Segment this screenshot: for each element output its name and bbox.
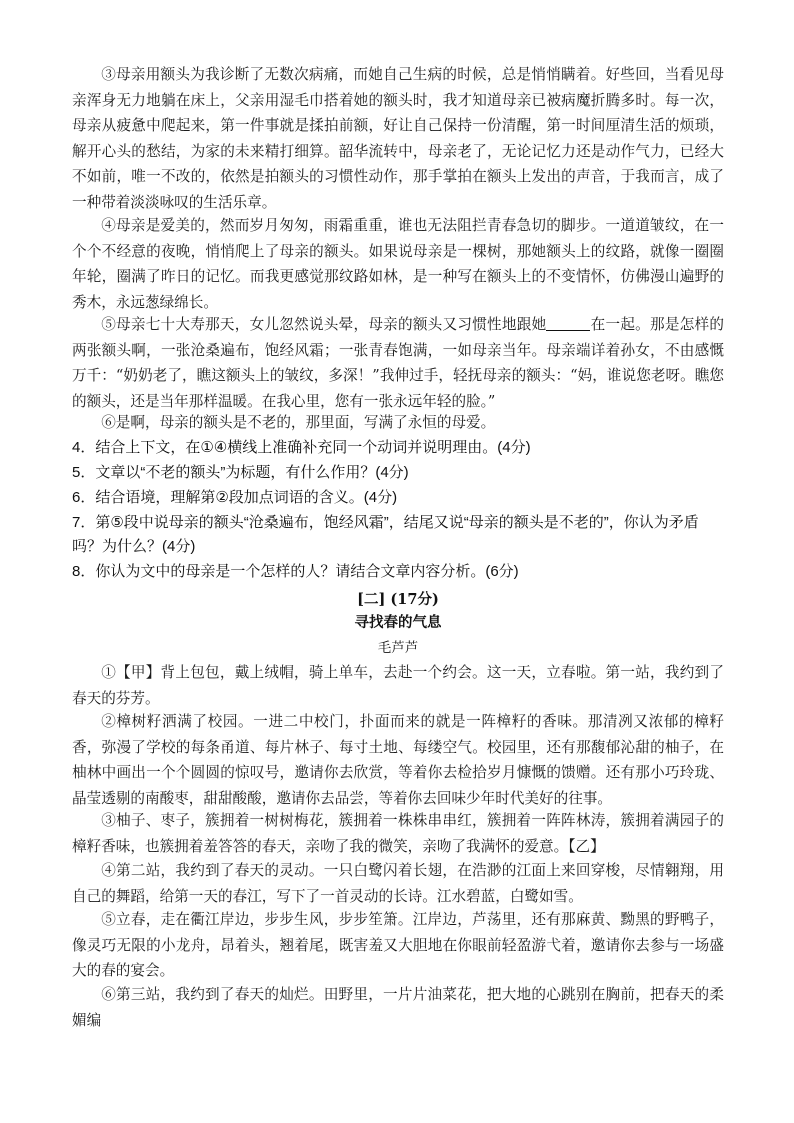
passage2-paragraph-1: ①【甲】背上包包，戴上绒帽，骑上单车，去赴一个约会。这一天，立春啦。第一站，我约到了春天的芬芳。 xyxy=(72,664,724,707)
question-5: 5．文章以“不老的额头”为标题，有什么作用？(4分) xyxy=(72,464,409,481)
passage1-paragraph-6: ⑥是啊，母亲的额头是不老的，那里面，写满了永恒的母爱。 xyxy=(101,414,496,431)
passage2-paragraph-3: ③柚子、枣子，簇拥着一树树梅花，簇拥着一株株串串红，簇拥着一阵阵林涛，簇拥着满园子的樟籽香味，也簇拥着羞答答的春天，亲吻了我的微笑，亲吻了我满怀的爱意。【乙】 xyxy=(72,812,724,855)
passage2-paragraph-6: ⑥第三站，我约到了春天的灿烂。田野里，一片片油菜花，把大地的心跳别在胸前，把春天的柔媚编 xyxy=(72,986,724,1029)
question-6: 6．结合语境，理解第②段加点词语的含义。(4分) xyxy=(72,489,398,506)
passage2-paragraph-2: ②樟树籽洒满了校园。一进二中校门，扑面而来的就是一阵樟籽的香味。那清冽又浓郁的樟籽香，弥漫了学校的每条甬道、每片林子、每寸土地、每缕空气。校园里，还有那馥郁沁甜的柚子，在柚林中画出一个个圆圆的惊叹号，邀请你去欣赏，等着你去检拾岁月慷慨的馈赠。还有那小巧玲珑、晶莹透剔的南酸枣，甜甜酸酸，邀请你去品尝，等着你去回味少年时代美好的往事。 xyxy=(72,713,724,807)
paragraph-5-before-blank: ⑤母亲七十大寿那天，女儿忽然说头晕，母亲的额头又习惯性地跟她 xyxy=(101,316,547,333)
passage1-paragraph-3: ③母亲用额头为我诊断了无数次病痛，而她自己生病的时候，总是悄悄瞒着。好些回，当看见母亲浑身无力地躺在床上，父亲用湿毛巾搭着她的额头时，我才知道母亲已被病魔折腾多时。每一次，母亲从疲惫中爬起来，第一件事就是揉拍前额，好让自己保持一份清醒，第一时间厘清生活的烦琐，解开心头的愁结，为家的未来精打细算。韶华流转中，母亲老了，无论记忆力还是动作气力，已经大不如前，唯一不改的，依然是拍额头的习惯性动作，那手掌拍在额头上发出的声音，于我而言，成了一种带着淡淡咏叹的生活乐章。 xyxy=(72,66,724,211)
passage1-paragraph-5 xyxy=(72,312,724,414)
question-4: 4．结合上下文，在①④横线上准确补充同一个动词并说明理由。(4分) xyxy=(72,439,531,456)
section-heading: [二] (17分) xyxy=(357,591,439,608)
paragraph-5-after-blank: 在一起。那是怎样的两张额头啊，一张沧桑遍布，饱经风霜；一张青春饱满，一如母亲当年。母亲端详着孙女，不由感慨万千：“奶奶老了，瞧这额头上的皱纹，多深！”我伸过手，轻抚母亲的额头：“妈，谁说您老呀。瞧您的额头，还是当年那样温暖。在我心里，您有一张永远年轻的脸。” xyxy=(72,316,724,410)
passage2-paragraph-4: ④第二站，我约到了春天的灵动。一只白鹭闪着长翅，在浩渺的江面上来回穿梭，尽情翱翔，用自己的舞蹈，给第一天的春江，写下了一首灵动的长诗。江水碧蓝，白鹭如雪。 xyxy=(72,862,724,905)
passage2-paragraph-5: ⑤立春，走在衢江岸边，步步生风，步步笙箫。江岸边，芦荡里，还有那麻黄、黝黑的野鸭子，像灵巧无限的小龙舟，昂着头，翘着尾，既害羞又大胆地在你眼前轻盈游弋着，邀请你去参与一场盛大的春的宴会。 xyxy=(72,911,724,980)
fill-in-blank xyxy=(546,316,590,331)
question-8: 8．你认为文中的母亲是一个怎样的人？请结合文章内容分析。(6分) xyxy=(72,563,519,580)
passage1-paragraph-4: ④母亲是爱美的，然而岁月匆匆，雨霜重重，谁也无法阻拦青春急切的脚步。一道道皱纹，在一个个不经意的夜晚，悄悄爬上了母亲的额头。如果说母亲是一棵树，那她额头上的纹路，就像一圈圈年轮，圈满了昨日的记忆。而我更感觉那纹路如林，是一种写在额头上的不变情怀，仿佛漫山遍野的秀木，永远葱绿绵长。 xyxy=(72,217,724,311)
passage2-author: 毛芦芦 xyxy=(377,640,419,656)
question-7: 7．第⑤段中说母亲的额头“沧桑遍布，饱经风霜”，结尾又说“母亲的额头是不老的”，你认为矛盾吗？为什么？(4分) xyxy=(72,514,699,555)
passage2-title: 寻找春的气息 xyxy=(354,614,442,631)
